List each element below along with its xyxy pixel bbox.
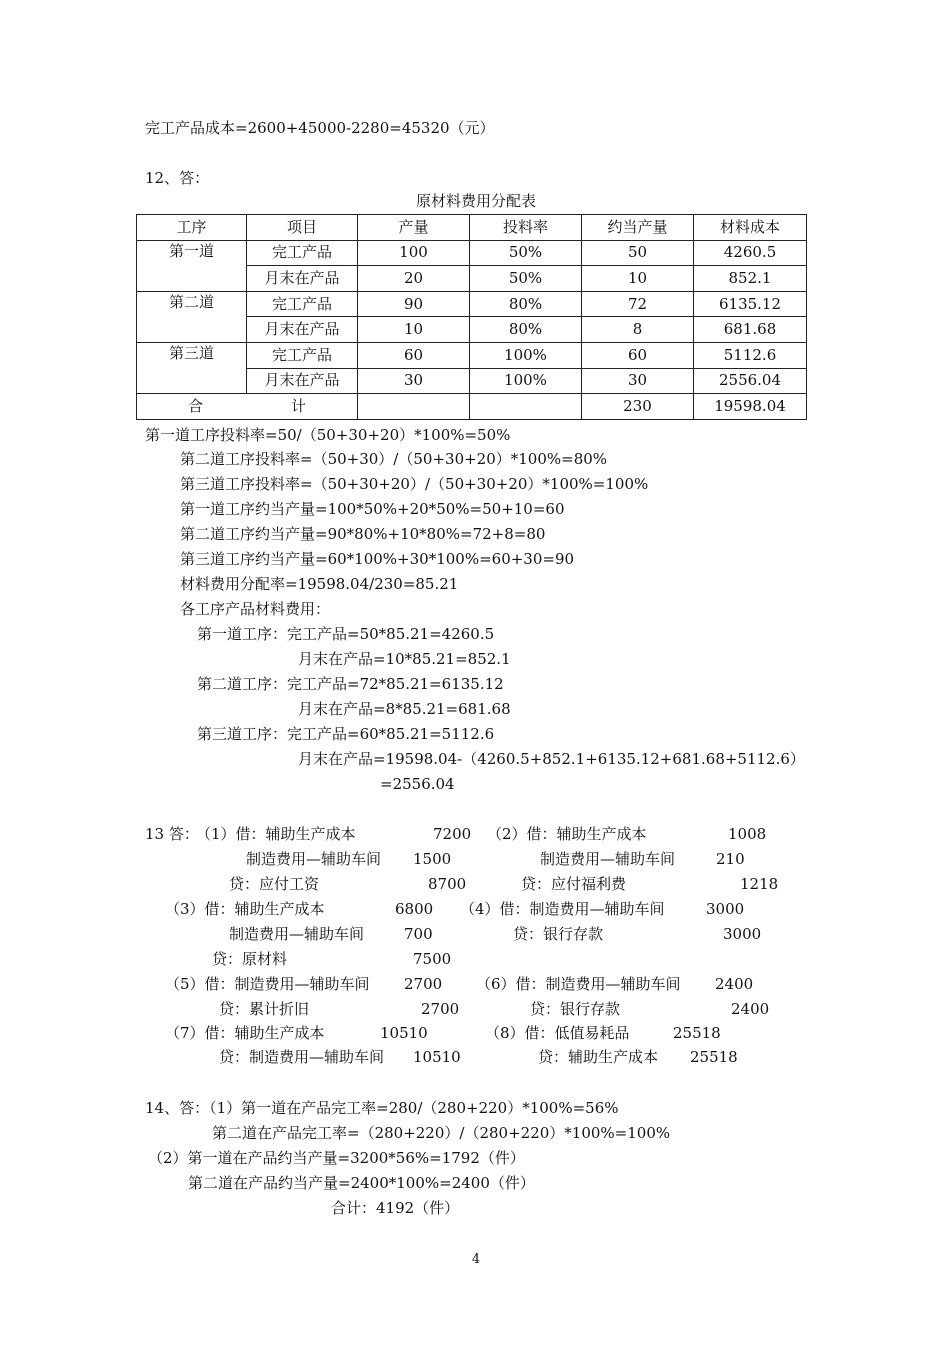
cost-cell: 681.68	[694, 317, 807, 343]
entry-7-credit: 贷：制造费用—辅助车间	[219, 1048, 385, 1066]
calc-line: 第一道工序投料率=50/（50+30+20）*100%=50%	[145, 426, 511, 444]
entry-8-credit: 贷：辅助生产成本	[538, 1048, 659, 1066]
rate-cell: 50%	[470, 240, 582, 266]
quantity-cell: 60	[358, 342, 470, 368]
rate-cell: 100%	[470, 368, 582, 394]
entry-7-debit: （7）借：辅助生产成本	[165, 1024, 325, 1042]
cost-cell: 4260.5	[694, 240, 807, 266]
entry-3-credit-amount: 7500	[413, 950, 452, 968]
q14-line: （2）第一道在产品约当产量=3200*56%=1792（件）	[148, 1149, 525, 1167]
q14-line: 合计：4192（件）	[331, 1199, 460, 1217]
calc-line: 各工序产品材料费用：	[180, 600, 331, 618]
header-equivalent-units: 约当产量	[582, 215, 694, 241]
process-cell: 第二道	[137, 291, 247, 342]
entry-2-debit-2: 制造费用—辅助车间	[540, 850, 676, 868]
entry-3-amount-2: 700	[404, 925, 433, 943]
header-quantity: 产量	[358, 215, 470, 241]
rate-cell: 50%	[470, 266, 582, 292]
calc-line: 第一道工序：完工产品=50*85.21=4260.5	[197, 625, 495, 643]
entry-6-debit: （6）借：制造费用—辅助车间	[476, 975, 681, 993]
header-material-cost: 材料成本	[694, 215, 807, 241]
calc-line: =2556.04	[380, 775, 455, 793]
entry-2-amount-2: 210	[716, 850, 745, 868]
calc-line: 第三道工序约当产量=60*100%+30*100%=60+30=90	[180, 550, 575, 568]
table-row	[137, 342, 807, 368]
quantity-cell	[358, 394, 470, 420]
calc-line: 月末在产品=19598.04-（4260.5+852.1+6135.12+681.68+5112.6）	[298, 750, 805, 768]
rate-cell	[470, 394, 582, 420]
quantity-cell: 10	[358, 317, 470, 343]
entry-1-credit: 贷：应付工资	[229, 875, 320, 893]
rate-cell: 80%	[470, 291, 582, 317]
table-row	[137, 291, 807, 317]
rate-cell: 100%	[470, 342, 582, 368]
q14-line: 第二道在产品完工率=（280+220）/（280+220）*100%=100%	[212, 1124, 671, 1142]
equivalent-cell: 72	[582, 291, 694, 317]
cost-cell: 2556.04	[694, 368, 807, 394]
quantity-cell: 90	[358, 291, 470, 317]
q14-line: 14、答：（1）第一道在产品完工率=280/（280+220）*100%=56%	[145, 1099, 619, 1117]
entry-2-debit: （2）借：辅助生产成本	[487, 825, 647, 843]
entry-4-amount: 3000	[706, 900, 745, 918]
equivalent-cell: 30	[582, 368, 694, 394]
total-equivalent-cell: 230	[582, 394, 694, 420]
entry-5-credit-amount: 2700	[421, 1000, 460, 1018]
entry-3-credit: 贷：原材料	[212, 950, 288, 968]
item-cell: 完工产品	[247, 342, 358, 368]
entry-4-debit: （4）借：制造费用—辅助车间	[460, 900, 665, 918]
page-number: 4	[471, 1252, 481, 1267]
cost-cell: 852.1	[694, 266, 807, 292]
entry-1-debit-2: 制造费用—辅助车间	[246, 850, 382, 868]
header-input-rate: 投料率	[470, 215, 582, 241]
calc-line: 第二道工序投料率=（50+30）/（50+30+20）*100%=80%	[180, 450, 608, 468]
entry-8-credit-amount: 25518	[690, 1048, 738, 1066]
item-cell: 月末在产品	[247, 266, 358, 292]
total-label-cell	[137, 394, 358, 420]
calc-line: 月末在产品=10*85.21=852.1	[298, 650, 511, 668]
calc-line: 第三道工序投料率=（50+30+20）/（50+30+20）*100%=100%	[180, 475, 649, 493]
entry-1-credit-amount: 8700	[428, 875, 467, 893]
item-cell: 月末在产品	[247, 368, 358, 394]
entry-7-credit-amount: 10510	[413, 1048, 461, 1066]
equivalent-cell: 8	[582, 317, 694, 343]
rate-cell: 80%	[470, 317, 582, 343]
entry-6-credit-amount: 2400	[731, 1000, 770, 1018]
entry-6-amount: 2400	[715, 975, 754, 993]
calc-line: 第二道工序：完工产品=72*85.21=6135.12	[197, 675, 504, 693]
entry-1-amount-2: 1500	[413, 850, 452, 868]
header-item: 项目	[247, 215, 358, 241]
process-cell: 第三道	[137, 342, 247, 393]
calc-line: 第三道工序：完工产品=60*85.21=5112.6	[197, 725, 495, 743]
total-label-b: 计	[291, 396, 307, 415]
total-cost-cell: 19598.04	[694, 394, 807, 420]
item-cell: 月末在产品	[247, 317, 358, 343]
table-title: 原材料费用分配表	[415, 192, 536, 210]
cost-cell: 6135.12	[694, 291, 807, 317]
calc-line: 第二道工序约当产量=90*80%+10*80%=72+8=80	[180, 525, 546, 543]
q12-heading: 12、答：	[145, 169, 210, 187]
entry-8-amount: 25518	[673, 1024, 721, 1042]
entry-3-debit: （3）借：辅助生产成本	[165, 900, 325, 918]
prev-answer-line: 完工产品成本=2600+45000-2280=45320（元）	[145, 119, 495, 137]
entry-2-amount: 1008	[728, 825, 767, 843]
entry-4-credit: 贷：银行存款	[513, 925, 604, 943]
entry-2-credit: 贷：应付福利费	[521, 875, 627, 893]
q14-line: 第二道在产品约当产量=2400*100%=2400（件）	[188, 1174, 535, 1192]
q13-prefix: 13 答：	[145, 825, 199, 843]
calc-line: 材料费用分配率=19598.04/230=85.21	[180, 575, 459, 593]
entry-6-credit: 贷：银行存款	[530, 1000, 621, 1018]
entry-7-amount: 10510	[380, 1024, 428, 1042]
header-process: 工序	[137, 215, 247, 241]
equivalent-cell: 10	[582, 266, 694, 292]
entry-1-debit: （1）借：辅助生产成本	[196, 825, 356, 843]
entry-5-credit: 贷：累计折旧	[219, 1000, 310, 1018]
cost-cell: 5112.6	[694, 342, 807, 368]
material-cost-table	[136, 214, 807, 420]
entry-4-credit-amount: 3000	[723, 925, 762, 943]
table-header-row	[137, 215, 807, 241]
equivalent-cell: 50	[582, 240, 694, 266]
item-cell: 完工产品	[247, 291, 358, 317]
entry-5-debit: （5）借：制造费用—辅助车间	[165, 975, 370, 993]
entry-2-credit-amount: 1218	[740, 875, 779, 893]
quantity-cell: 30	[358, 368, 470, 394]
item-cell: 完工产品	[247, 240, 358, 266]
total-label-a: 合	[187, 396, 203, 415]
table-total-row	[137, 394, 807, 420]
entry-5-amount: 2700	[404, 975, 443, 993]
calc-line: 第一道工序约当产量=100*50%+20*50%=50+10=60	[180, 500, 565, 518]
process-cell: 第一道	[137, 240, 247, 291]
quantity-cell: 20	[358, 266, 470, 292]
entry-3-amount: 6800	[395, 900, 434, 918]
table-row	[137, 240, 807, 266]
entry-8-debit: （8）借：低值易耗品	[485, 1024, 630, 1042]
calc-line: 月末在产品=8*85.21=681.68	[298, 700, 511, 718]
entry-1-amount: 7200	[433, 825, 472, 843]
equivalent-cell: 60	[582, 342, 694, 368]
entry-3-debit-2: 制造费用—辅助车间	[229, 925, 365, 943]
quantity-cell: 100	[358, 240, 470, 266]
